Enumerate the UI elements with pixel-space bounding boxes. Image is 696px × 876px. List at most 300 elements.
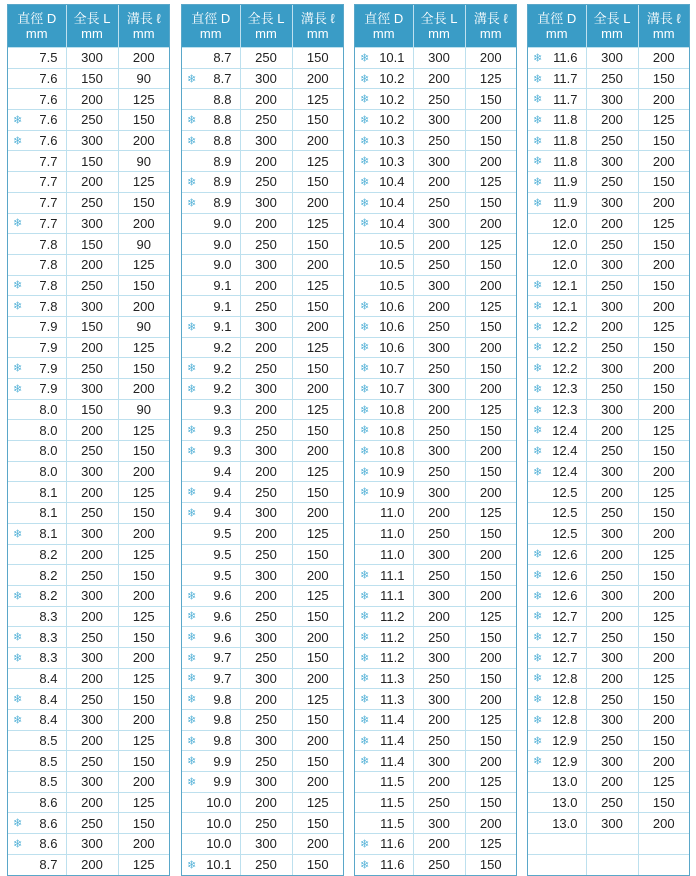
table-row [355, 813, 516, 834]
table-row [8, 234, 169, 255]
diameter-value: 12.4 [552, 464, 578, 480]
flute-length-cell: 200 [638, 151, 689, 172]
flute-length-cell: 200 [638, 523, 689, 544]
total-length-cell: 250 [413, 358, 465, 379]
snowflake-icon: ❄ [13, 652, 23, 665]
total-length-cell: 250 [586, 337, 638, 358]
flute-length-cell: 150 [292, 110, 343, 131]
snowflake-icon: ❄ [187, 672, 197, 685]
table-row [182, 296, 343, 317]
total-length-cell: 200 [413, 68, 465, 89]
snowflake-icon: ❄ [533, 279, 543, 292]
flute-length-cell: 200 [465, 751, 516, 772]
diameter-value: 11.0 [380, 505, 405, 521]
diameter-cell [355, 730, 413, 751]
diameter-cell [355, 751, 413, 772]
diameter-value: 12.8 [552, 691, 578, 707]
total-length-cell: 300 [413, 213, 465, 234]
diameter-cell [8, 544, 66, 565]
flute-length-cell: 200 [118, 48, 169, 69]
diameter-value: 7.8 [39, 298, 58, 314]
diameter-value: 12.7 [552, 629, 578, 645]
total-length-cell: 250 [413, 254, 465, 275]
total-length-cell: 250 [240, 420, 292, 441]
flute-length-cell [638, 834, 689, 855]
diameter-cell [182, 627, 240, 648]
total-length-cell: 300 [240, 730, 292, 751]
diameter-value: 7.6 [39, 112, 58, 128]
diameter-value: 12.4 [552, 443, 578, 459]
diameter-cell [528, 68, 586, 89]
diameter-cell [182, 854, 240, 874]
table-row [182, 254, 343, 275]
table-row [182, 544, 343, 565]
table-row [355, 834, 516, 855]
diameter-cell [528, 172, 586, 193]
diameter-value: 7.9 [39, 339, 58, 355]
diameter-cell [528, 627, 586, 648]
total-length-cell: 200 [413, 399, 465, 420]
flute-length-cell: 150 [465, 420, 516, 441]
diameter-value: 10.6 [379, 298, 405, 314]
diameter-value: 11.1 [380, 567, 405, 583]
diameter-value: 12.0 [552, 236, 578, 252]
flute-length-cell: 150 [638, 792, 689, 813]
header-total-length [586, 5, 638, 48]
diameter-cell [8, 151, 66, 172]
flute-length-cell: 200 [465, 213, 516, 234]
table-row [355, 751, 516, 772]
table-row [355, 68, 516, 89]
diameter-cell [355, 585, 413, 606]
header-diameter-label: 直徑 D [364, 11, 404, 26]
flute-length-cell: 150 [118, 813, 169, 834]
diameter-value: 11.0 [380, 526, 405, 542]
table-row [182, 234, 343, 255]
total-length-cell: 200 [413, 172, 465, 193]
diameter-value: 12.6 [552, 588, 578, 604]
diameter-value: 13.0 [552, 774, 578, 790]
diameter-value: 8.2 [39, 567, 58, 583]
diameter-value: 11.4 [380, 753, 405, 769]
snowflake-icon: ❄ [187, 652, 197, 665]
table-row [355, 668, 516, 689]
flute-length-cell: 200 [638, 192, 689, 213]
flute-length-cell: 200 [118, 834, 169, 855]
diameter-cell [528, 234, 586, 255]
flute-length-cell: 150 [638, 689, 689, 710]
table-row [528, 172, 689, 193]
snowflake-icon: ❄ [360, 300, 370, 313]
flute-length-cell: 125 [292, 337, 343, 358]
total-length-cell: 300 [586, 151, 638, 172]
header-total-length-unit: mm [428, 26, 450, 41]
total-length-cell: 300 [66, 461, 118, 482]
snowflake-icon: ❄ [13, 135, 23, 148]
header-total-length-label: 全長 L [73, 11, 111, 26]
total-length-cell: 250 [240, 813, 292, 834]
snowflake-icon: ❄ [533, 569, 543, 582]
diameter-cell [528, 379, 586, 400]
spec-table-block-4 [527, 4, 690, 876]
diameter-cell [8, 441, 66, 462]
snowflake-icon: ❄ [533, 341, 543, 354]
snowflake-icon: ❄ [187, 197, 197, 210]
diameter-value: 7.9 [39, 381, 58, 397]
table-row [528, 792, 689, 813]
diameter-cell [182, 379, 240, 400]
total-length-cell: 300 [66, 834, 118, 855]
diameter-value: 10.7 [379, 381, 405, 397]
diameter-cell [528, 151, 586, 172]
flute-length-cell: 150 [292, 813, 343, 834]
diameter-cell [355, 254, 413, 275]
table-row [355, 172, 516, 193]
diameter-value: 11.6 [380, 857, 405, 873]
flute-length-cell: 150 [638, 379, 689, 400]
table-row [355, 565, 516, 586]
flute-length-cell: 125 [118, 544, 169, 565]
flute-length-cell: 125 [465, 399, 516, 420]
table-row [8, 89, 169, 110]
header-total-length-label: 全長 L [420, 11, 458, 26]
snowflake-icon: ❄ [533, 590, 543, 603]
diameter-cell [355, 792, 413, 813]
flute-length-cell: 125 [118, 89, 169, 110]
total-length-cell: 200 [586, 544, 638, 565]
diameter-cell [182, 234, 240, 255]
diameter-cell [355, 151, 413, 172]
table-row [528, 151, 689, 172]
table-row [8, 627, 169, 648]
diameter-value: 9.6 [213, 629, 232, 645]
header-total-length [66, 5, 118, 48]
snowflake-icon: ❄ [533, 383, 543, 396]
diameter-cell [8, 358, 66, 379]
flute-length-cell: 200 [292, 627, 343, 648]
diameter-cell [182, 420, 240, 441]
total-length-cell: 200 [413, 834, 465, 855]
table-row [355, 461, 516, 482]
snowflake-icon: ❄ [13, 714, 23, 727]
flute-length-cell: 125 [118, 254, 169, 275]
diameter-value: 9.9 [213, 753, 232, 769]
flute-length-cell [638, 854, 689, 874]
table-row [182, 130, 343, 151]
total-length-cell: 300 [240, 565, 292, 586]
table-row [8, 544, 169, 565]
diameter-cell [8, 192, 66, 213]
flute-length-cell: 125 [465, 172, 516, 193]
flute-length-cell: 200 [292, 503, 343, 524]
total-length-cell: 200 [586, 420, 638, 441]
diameter-cell [182, 461, 240, 482]
total-length-cell: 250 [66, 627, 118, 648]
table-row [528, 89, 689, 110]
flute-length-cell: 200 [465, 813, 516, 834]
diameter-value: 11.4 [380, 712, 405, 728]
spec-table [528, 5, 689, 875]
table-row [355, 606, 516, 627]
diameter-cell [355, 482, 413, 503]
table-row [355, 151, 516, 172]
flute-length-cell: 90 [118, 316, 169, 337]
table-row [8, 606, 169, 627]
table-row [8, 710, 169, 731]
header-flute-length-label: 溝長 ℓ [126, 11, 161, 26]
total-length-cell: 250 [66, 813, 118, 834]
flute-length-cell: 150 [465, 461, 516, 482]
flute-length-cell: 200 [638, 647, 689, 668]
diameter-cell [8, 689, 66, 710]
diameter-cell [355, 48, 413, 69]
total-length-cell: 250 [66, 358, 118, 379]
diameter-value: 11.7 [553, 91, 578, 107]
flute-length-cell: 150 [638, 441, 689, 462]
table-row [355, 234, 516, 255]
snowflake-icon: ❄ [13, 590, 23, 603]
diameter-cell [182, 772, 240, 793]
flute-length-cell: 200 [292, 668, 343, 689]
snowflake-icon: ❄ [13, 217, 23, 230]
diameter-cell [528, 834, 586, 855]
diameter-cell [8, 503, 66, 524]
table-header-row [528, 5, 689, 48]
total-length-cell: 300 [586, 523, 638, 544]
total-length-cell: 250 [586, 68, 638, 89]
table-row [8, 751, 169, 772]
table-row [182, 710, 343, 731]
diameter-cell [528, 296, 586, 317]
diameter-value: 12.2 [552, 339, 578, 355]
diameter-cell [528, 668, 586, 689]
diameter-cell [182, 130, 240, 151]
table-row [182, 668, 343, 689]
table-row [355, 503, 516, 524]
table-row [8, 441, 169, 462]
flute-length-cell: 150 [292, 544, 343, 565]
snowflake-icon: ❄ [13, 300, 23, 313]
diameter-value: 7.8 [39, 257, 58, 273]
flute-length-cell: 150 [465, 358, 516, 379]
table-row [528, 337, 689, 358]
diameter-value: 9.1 [213, 277, 232, 293]
diameter-value: 11.5 [380, 795, 405, 811]
table-header-row [182, 5, 343, 48]
snowflake-icon: ❄ [187, 714, 197, 727]
diameter-value: 12.6 [552, 567, 578, 583]
flute-length-cell: 150 [638, 275, 689, 296]
table-row [8, 68, 169, 89]
total-length-cell: 300 [66, 296, 118, 317]
flute-length-cell: 200 [465, 482, 516, 503]
diameter-value: 10.1 [206, 857, 232, 873]
total-length-cell: 300 [66, 585, 118, 606]
snowflake-icon: ❄ [13, 631, 23, 644]
diameter-value: 9.1 [213, 298, 232, 314]
diameter-value: 10.1 [379, 50, 405, 66]
flute-length-cell: 150 [638, 172, 689, 193]
diameter-cell [355, 110, 413, 131]
table-row [355, 213, 516, 234]
diameter-cell [8, 420, 66, 441]
diameter-value: 10.7 [379, 360, 405, 376]
table-row [182, 379, 343, 400]
total-length-cell: 300 [66, 130, 118, 151]
diameter-cell [8, 399, 66, 420]
diameter-cell [8, 89, 66, 110]
table-row [8, 172, 169, 193]
header-diameter-unit: mm [25, 26, 48, 41]
flute-length-cell: 150 [465, 316, 516, 337]
flute-length-cell: 150 [118, 192, 169, 213]
diameter-cell [182, 482, 240, 503]
diameter-cell [8, 606, 66, 627]
flute-length-cell: 200 [465, 337, 516, 358]
spec-table [182, 5, 343, 875]
total-length-cell: 250 [413, 420, 465, 441]
header-diameter [182, 5, 240, 48]
snowflake-icon: ❄ [360, 52, 370, 65]
table-row [8, 730, 169, 751]
flute-length-cell: 200 [638, 710, 689, 731]
table-row [355, 379, 516, 400]
diameter-cell [355, 834, 413, 855]
snowflake-icon: ❄ [187, 383, 197, 396]
diameter-cell [355, 647, 413, 668]
table-row [182, 751, 343, 772]
flute-length-cell: 200 [292, 834, 343, 855]
snowflake-icon: ❄ [360, 404, 370, 417]
snowflake-icon: ❄ [533, 300, 543, 313]
diameter-cell [528, 606, 586, 627]
flute-length-cell: 125 [638, 420, 689, 441]
flute-length-cell: 150 [465, 730, 516, 751]
snowflake-icon: ❄ [360, 838, 370, 851]
flute-length-cell: 150 [292, 482, 343, 503]
snowflake-icon: ❄ [187, 590, 197, 603]
flute-length-cell: 150 [118, 751, 169, 772]
diameter-value: 12.5 [552, 505, 578, 521]
table-row [8, 358, 169, 379]
flute-length-cell: 150 [638, 337, 689, 358]
total-length-cell: 200 [586, 772, 638, 793]
total-length-cell: 300 [586, 585, 638, 606]
snowflake-icon: ❄ [533, 93, 543, 106]
table-row [355, 420, 516, 441]
snowflake-icon: ❄ [533, 445, 543, 458]
snowflake-icon: ❄ [360, 859, 370, 872]
table-row [182, 523, 343, 544]
snowflake-icon: ❄ [533, 155, 543, 168]
flute-length-cell: 200 [292, 192, 343, 213]
diameter-cell [355, 523, 413, 544]
diameter-value: 11.8 [553, 133, 578, 149]
diameter-cell [355, 213, 413, 234]
diameter-value: 8.4 [39, 691, 58, 707]
table-row [182, 68, 343, 89]
diameter-value: 8.9 [213, 174, 232, 190]
header-flute-length-unit: mm [652, 26, 675, 41]
total-length-cell: 300 [586, 358, 638, 379]
flute-length-cell: 200 [465, 275, 516, 296]
snowflake-icon: ❄ [13, 838, 23, 851]
diameter-cell [355, 544, 413, 565]
diameter-cell [182, 689, 240, 710]
total-length-cell: 300 [586, 647, 638, 668]
diameter-cell [8, 337, 66, 358]
diameter-value: 8.9 [213, 153, 232, 169]
diameter-value: 8.7 [213, 50, 232, 66]
flute-length-cell: 125 [292, 275, 343, 296]
snowflake-icon: ❄ [187, 424, 197, 437]
total-length-cell: 300 [413, 482, 465, 503]
diameter-cell [8, 213, 66, 234]
diameter-cell [355, 68, 413, 89]
snowflake-icon: ❄ [360, 424, 370, 437]
diameter-value: 10.3 [379, 133, 405, 149]
table-row [182, 503, 343, 524]
snowflake-icon: ❄ [187, 176, 197, 189]
diameter-value: 11.1 [380, 588, 405, 604]
diameter-value: 9.4 [213, 505, 232, 521]
table-row [528, 689, 689, 710]
total-length-cell: 200 [240, 337, 292, 358]
diameter-value: 8.0 [39, 464, 58, 480]
diameter-cell [182, 606, 240, 627]
table-row [528, 647, 689, 668]
diameter-cell [355, 337, 413, 358]
table-row [182, 337, 343, 358]
total-length-cell: 250 [586, 565, 638, 586]
diameter-value: 10.0 [206, 815, 232, 831]
diameter-cell [528, 441, 586, 462]
flute-length-cell: 150 [465, 792, 516, 813]
flute-length-cell: 125 [638, 110, 689, 131]
flute-length-cell: 200 [292, 379, 343, 400]
total-length-cell: 300 [586, 254, 638, 275]
diameter-cell [528, 254, 586, 275]
diameter-cell [8, 48, 66, 69]
diameter-value: 7.9 [39, 360, 58, 376]
spec-table [355, 5, 516, 875]
total-length-cell: 300 [586, 89, 638, 110]
header-flute-length-unit: mm [306, 26, 329, 41]
flute-length-cell: 150 [465, 89, 516, 110]
total-length-cell: 200 [240, 792, 292, 813]
total-length-cell: 300 [240, 316, 292, 337]
header-diameter [8, 5, 66, 48]
table-row [355, 254, 516, 275]
diameter-value: 9.6 [213, 588, 232, 604]
table-row [182, 399, 343, 420]
table-row [528, 441, 689, 462]
diameter-value: 8.6 [39, 836, 58, 852]
diameter-value: 9.7 [213, 650, 232, 666]
diameter-cell [182, 565, 240, 586]
diameter-value: 9.0 [213, 215, 232, 231]
table-row [355, 627, 516, 648]
total-length-cell: 300 [66, 647, 118, 668]
flute-length-cell: 150 [292, 234, 343, 255]
total-length-cell: 200 [413, 234, 465, 255]
snowflake-icon: ❄ [360, 652, 370, 665]
total-length-cell: 300 [413, 647, 465, 668]
diameter-value: 8.2 [39, 588, 58, 604]
table-row [182, 585, 343, 606]
table-row [182, 647, 343, 668]
flute-length-cell: 125 [465, 834, 516, 855]
